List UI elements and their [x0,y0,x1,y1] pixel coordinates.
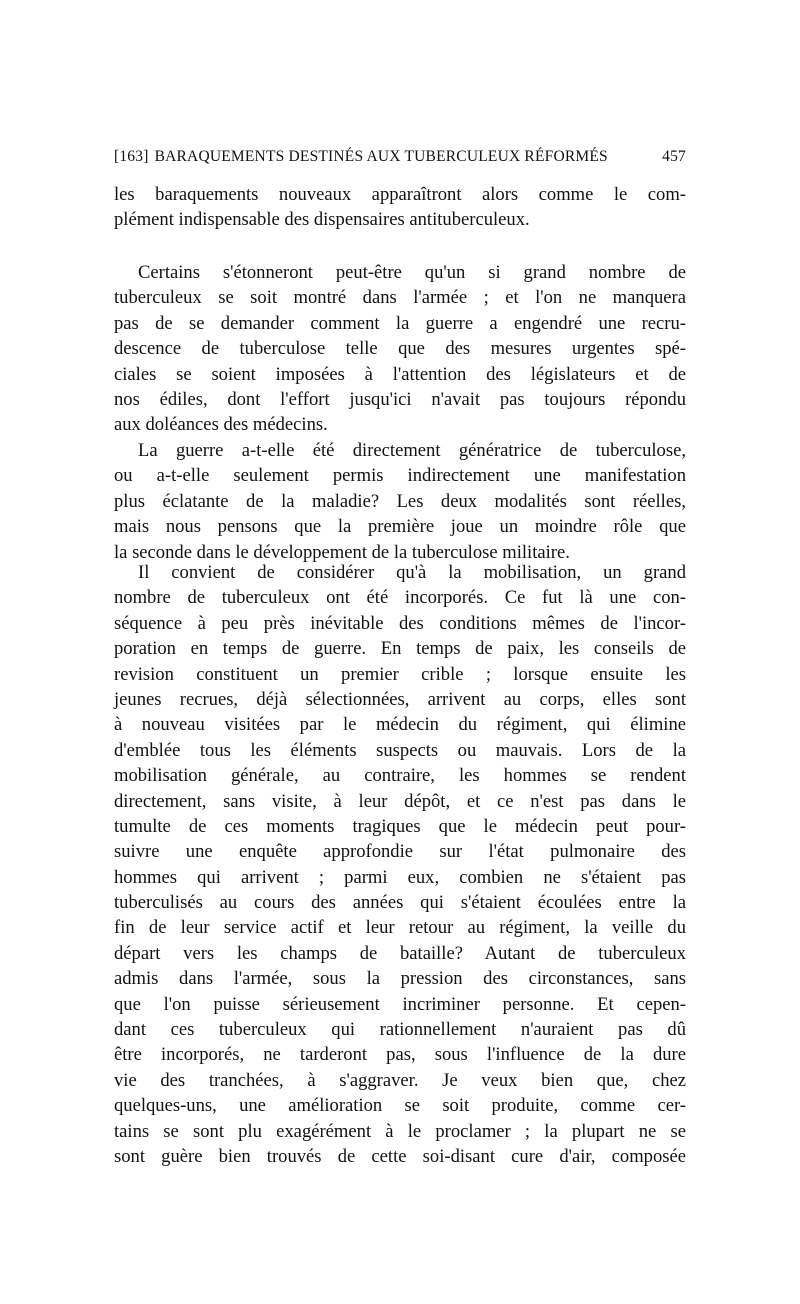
text-line: descence de tuberculose telle que des mesures urgentes spé- [114,338,686,360]
paragraph-4 [114,560,686,1169]
text-line: jeunes recrues, déjà sélectionnées, arrivent au corps, elles sont [114,688,686,710]
text-line: mobilisation générale, au contraire, les hommes se rendent [114,765,686,787]
text-line: suivre une enquête approfondie sur l'état pulmonaire des [114,841,686,863]
text-line: La guerre a-t-elle été directement génératrice de tuberculose, [138,440,686,461]
text-line: tains se sont plu exagérément à le proclamer ; la plupart ne se [114,1120,686,1142]
paragraph-2 [114,260,686,438]
text-line: les baraquements nouveaux apparaîtront alors comme le com- [114,184,686,205]
text-line: ou a-t-elle seulement permis indirectement une manifestation [114,465,686,487]
text-line: être incorporés, ne tarderont pas, sous l'influence de la dure [114,1044,686,1066]
text-line: tuberculeux se soit montré dans l'armée ; et l'on ne manquera [114,287,686,309]
section-number: [163] [114,148,149,165]
text-line: poration en temps de guerre. En temps de paix, les conseils de [114,638,686,660]
text-line: vie des tranchées, à s'aggraver. Je veux bien que, chez [114,1069,686,1091]
paragraph-3 [114,438,686,565]
text-line: quelques-uns, une amélioration se soit produite, comme cer- [114,1095,686,1117]
running-head [114,148,686,170]
text-line: directement, sans visite, à leur dépôt, et ce n'est pas dans le [114,790,686,812]
text-line: mais nous pensons que la première joue un moindre rôle que [114,516,686,538]
text-line: que l'on puisse sérieusement incriminer personne. Et cepen- [114,993,686,1015]
text-line: nombre de tuberculeux ont été incorporés. Ce fut là une con- [114,587,686,609]
text-line: hommes qui arrivent ; parmi eux, combien ne s'étaient pas [114,866,686,888]
text-line: admis dans l'armée, sous la pression des circonstances, sans [114,968,686,990]
text-line: aux doléances des médecins. [114,414,328,436]
text-line: plus éclatante de la maladie? Les deux modalités sont réelles, [114,490,686,512]
text-line: la seconde dans le développement de la tuberculose militaire. [114,541,570,563]
text-line: dant ces tuberculeux qui rationnellement n'auraient pas dû [114,1019,686,1041]
text-line: nos édiles, dont l'effort jusqu'ici n'avait pas toujours répondu [114,388,686,410]
text-line: tumulte de ces moments tragiques que le médecin peut pour- [114,815,686,837]
text-line: séquence à peu près inévitable des conditions mêmes de l'incor- [114,612,686,634]
text-line: plément indispensable des dispensaires antituberculeux. [114,209,530,231]
text-line: tuberculisés au cours des années qui s'étaient écoulées entre la [114,892,686,914]
text-line: pas de se demander comment la guerre a engendré une recru- [114,312,686,334]
text-line: d'emblée tous les éléments suspects ou mauvais. Lors de la [114,739,686,761]
text-line: Il convient de considérer qu'à la mobilisation, un grand [138,562,686,583]
text-line: ciales se soient imposées à l'attention des législateurs et de [114,363,686,385]
text-line: départ vers les champs de bataille? Autant de tuberculeux [114,942,686,964]
running-head-left [114,148,608,166]
paragraph-1 [114,182,686,233]
text-line: sont guère bien trouvés de cette soi-disant cure d'air, composée [114,1145,686,1167]
running-title: BARAQUEMENTS DESTINÉS AUX TUBERCULEUX RÉFORMÉS [154,148,608,165]
text-line: Certains s'étonneront peut-être qu'un si grand nombre de [138,262,686,283]
text-line: fin de leur service actif et leur retour au régiment, la veille du [114,917,686,939]
text-line: revision constituent un premier crible ; lorsque ensuite les [114,663,686,685]
text-line: à nouveau visitées par le médecin du régiment, qui élimine [114,714,686,736]
page-number: 457 [662,148,686,165]
